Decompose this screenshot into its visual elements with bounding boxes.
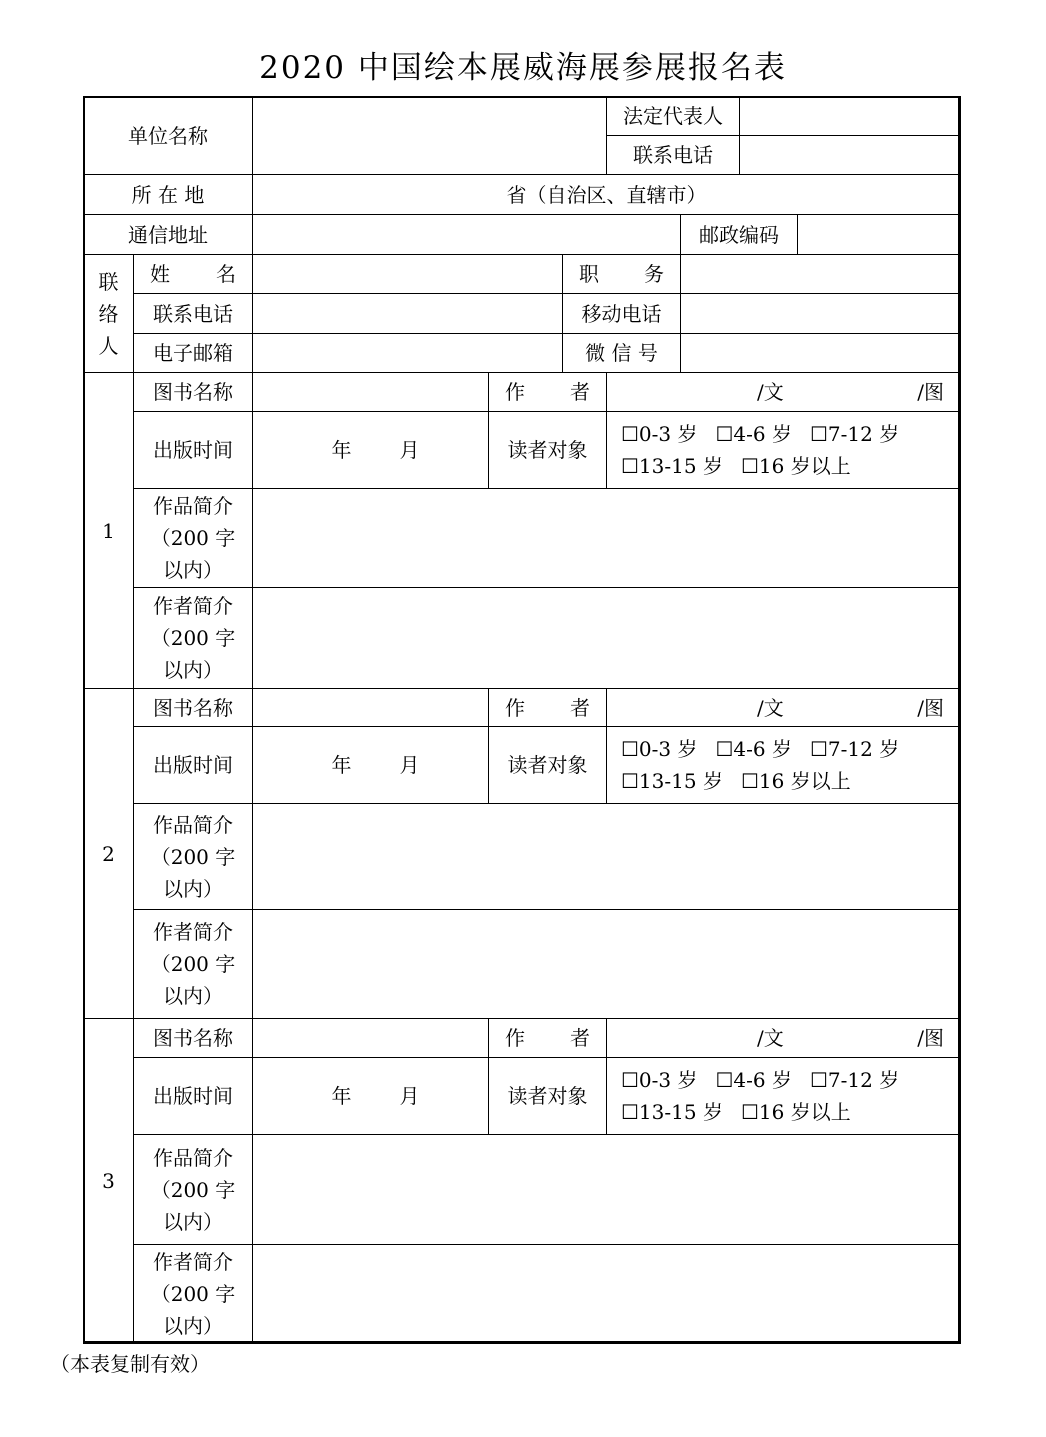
pub-date-text: 出版时间: [153, 753, 233, 777]
unit-name-label: [83, 96, 253, 175]
audience-text: 读者对象: [507, 753, 588, 777]
age-checkbox[interactable]: ☐16 岁以上: [740, 1100, 851, 1124]
work-intro-text: （200 字: [150, 526, 236, 550]
legal-rep-field[interactable]: [739, 96, 961, 136]
work-intro-text: （200 字: [150, 1177, 236, 1202]
art-by-label: /图: [917, 1026, 944, 1050]
location-label: [83, 174, 253, 215]
age-checkbox[interactable]: ☐7-12 岁: [810, 422, 900, 446]
author-intro-text: 作者简介: [153, 594, 233, 618]
work-intro-label: [133, 1134, 253, 1245]
label: 者: [570, 695, 590, 720]
pub-date-label: [133, 1057, 253, 1135]
pub-date-label: [133, 726, 253, 804]
work-intro-label: [133, 488, 253, 588]
age-checkbox[interactable]: ☐0-3 岁: [621, 737, 698, 761]
location-text: 所 在 地: [131, 182, 205, 207]
book-number-text: 2: [102, 841, 115, 866]
age-checkbox[interactable]: ☐0-3 岁: [621, 1068, 698, 1092]
unit-name-text: 单位名称: [128, 123, 208, 148]
work-intro-field[interactable]: [252, 1134, 961, 1245]
contact-group-label: [83, 254, 134, 373]
contact-email-label: [133, 333, 253, 373]
pub-date-text: 出版时间: [153, 438, 233, 462]
contact-name-label: [133, 254, 253, 294]
contact-title-label: [562, 254, 681, 294]
book-title-label: [133, 688, 253, 727]
age-checkbox[interactable]: ☐4-6 岁: [715, 422, 792, 446]
legal-rep-text: 法定代表人: [623, 104, 723, 128]
text-by-label: /文: [757, 380, 784, 404]
contact-wechat-field[interactable]: [680, 333, 961, 373]
book-title-field[interactable]: [252, 688, 489, 727]
book-title-text: 图书名称: [153, 695, 233, 720]
postcode-label: [680, 214, 798, 255]
author-field[interactable]: [606, 1018, 961, 1058]
author-intro-label: [133, 909, 253, 1019]
contact-mobile-label: [562, 293, 681, 334]
work-intro-text: 以内）: [163, 558, 223, 582]
book-number-text: 1: [102, 518, 115, 543]
age-checkbox[interactable]: ☐0-3 岁: [621, 422, 698, 446]
age-checkbox[interactable]: ☐4-6 岁: [715, 1068, 792, 1092]
label: 者: [570, 1026, 590, 1050]
page-title: 2020 中国绘本展威海展参展报名表: [259, 50, 787, 86]
age-checkbox[interactable]: ☐16 岁以上: [740, 769, 851, 793]
contact-title-field[interactable]: [680, 254, 961, 294]
pub-date-field[interactable]: [252, 411, 489, 489]
age-checkbox[interactable]: ☐13-15 岁: [621, 1100, 723, 1124]
contact-name-field[interactable]: [252, 254, 563, 294]
art-by-label: /图: [917, 695, 944, 720]
author-intro-text: （200 字: [150, 626, 236, 650]
work-intro-field[interactable]: [252, 488, 961, 588]
contact-phone-field[interactable]: [252, 293, 563, 334]
contact-mobile-text: 移动电话: [581, 301, 662, 326]
author-label: [488, 688, 607, 727]
work-intro-text: （200 字: [150, 844, 236, 869]
author-intro-text: 以内）: [163, 1314, 223, 1338]
age-checkbox[interactable]: ☐13-15 岁: [621, 454, 723, 478]
postcode-text: 邮政编码: [699, 222, 779, 247]
label: 作: [505, 695, 525, 720]
author-intro-text: （200 字: [150, 1282, 236, 1306]
age-checkbox[interactable]: ☐4-6 岁: [715, 737, 792, 761]
contact-name-text: 姓: [150, 262, 170, 286]
author-intro-text: 作者简介: [153, 920, 233, 944]
book-number: [83, 688, 134, 1019]
audience-options: [606, 411, 961, 489]
author-intro-field[interactable]: [252, 587, 961, 689]
footer-note: （本表复制有效）: [50, 1352, 210, 1376]
book-title-text: 图书名称: [153, 380, 233, 404]
audience-label: [488, 1057, 607, 1135]
pub-date-field[interactable]: [252, 1057, 489, 1135]
book-number-text: 3: [102, 1169, 115, 1193]
audience-label: [488, 726, 607, 804]
org-phone-text: 联系电话: [633, 143, 713, 167]
age-checkbox[interactable]: ☐16 岁以上: [740, 454, 851, 478]
contact-name-text: 名: [216, 262, 236, 286]
age-checkbox[interactable]: ☐13-15 岁: [621, 769, 723, 793]
audience-label: [488, 411, 607, 489]
contact-phone-label: [133, 293, 253, 334]
location-field[interactable]: [252, 174, 961, 215]
year-label: 年: [331, 1084, 352, 1108]
work-intro-text: 作品简介: [153, 812, 233, 837]
audience-text: 读者对象: [507, 438, 588, 462]
org-phone-field[interactable]: [739, 135, 961, 175]
month-label: 月: [399, 1084, 420, 1108]
pub-date-text: 出版时间: [153, 1084, 233, 1108]
registration-form-table: [83, 96, 960, 1343]
label: 者: [570, 380, 590, 404]
book-title-field[interactable]: [252, 1018, 489, 1058]
art-by-label: /图: [917, 380, 944, 404]
book-title-label: [133, 372, 253, 412]
contact-email-text: 电子邮箱: [153, 341, 233, 365]
work-intro-text: 以内）: [163, 1209, 223, 1234]
contact-phone-text: 联系电话: [153, 301, 233, 326]
postcode-field[interactable]: [797, 214, 961, 255]
contact-email-field[interactable]: [252, 333, 563, 373]
work-intro-field[interactable]: [252, 803, 961, 910]
author-intro-text: 以内）: [163, 658, 223, 682]
age-checkbox[interactable]: ☐7-12 岁: [810, 737, 900, 761]
author-field[interactable]: [606, 372, 961, 412]
author-intro-text: 以内）: [163, 984, 223, 1008]
contact-title-text: 务: [644, 262, 664, 286]
label: 作: [505, 380, 525, 404]
year-label: 年: [331, 753, 352, 777]
author-intro-text: （200 字: [150, 952, 236, 976]
address-label: [83, 214, 253, 255]
author-intro-label: [133, 1244, 253, 1344]
author-intro-field[interactable]: [252, 909, 961, 1019]
audience-options: [606, 726, 961, 804]
author-label: [488, 1018, 607, 1058]
work-intro-text: 作品简介: [153, 1145, 233, 1170]
book-number: [83, 1018, 134, 1344]
text-by-label: /文: [757, 695, 784, 720]
audience-options: [606, 1057, 961, 1135]
contact-wechat-text: 微 信 号: [585, 341, 658, 365]
book-title-text: 图书名称: [153, 1026, 233, 1050]
contact-wechat-label: [562, 333, 681, 373]
contact-group-char: 联: [98, 269, 119, 294]
address-text: 通信地址: [128, 222, 208, 247]
label: 作: [505, 1026, 525, 1050]
address-field[interactable]: [252, 214, 681, 255]
author-intro-field[interactable]: [252, 1244, 961, 1344]
unit-name-field[interactable]: [252, 96, 607, 175]
author-field[interactable]: [606, 688, 961, 727]
contact-title-text: 职: [579, 262, 599, 286]
pub-date-field[interactable]: [252, 726, 489, 804]
work-intro-text: 以内）: [163, 876, 223, 901]
author-label: [488, 372, 607, 412]
month-label: 月: [399, 753, 420, 777]
author-intro-label: [133, 587, 253, 689]
work-intro-label: [133, 803, 253, 910]
book-title-field[interactable]: [252, 372, 489, 412]
month-label: 月: [399, 438, 420, 462]
province-text: 省（自治区、直辖市）: [506, 182, 707, 207]
contact-group-char: 络: [98, 301, 119, 326]
contact-mobile-field[interactable]: [680, 293, 961, 334]
pub-date-label: [133, 411, 253, 489]
text-by-label: /文: [757, 1026, 784, 1050]
contact-group-char: 人: [98, 333, 119, 358]
audience-text: 读者对象: [507, 1084, 588, 1108]
author-intro-text: 作者简介: [153, 1250, 233, 1274]
work-intro-text: 作品简介: [153, 494, 233, 518]
org-phone-label: [606, 135, 740, 175]
book-title-label: [133, 1018, 253, 1058]
year-label: 年: [331, 438, 352, 462]
age-checkbox[interactable]: ☐7-12 岁: [810, 1068, 900, 1092]
legal-rep-label: [606, 96, 740, 136]
book-number: [83, 372, 134, 689]
